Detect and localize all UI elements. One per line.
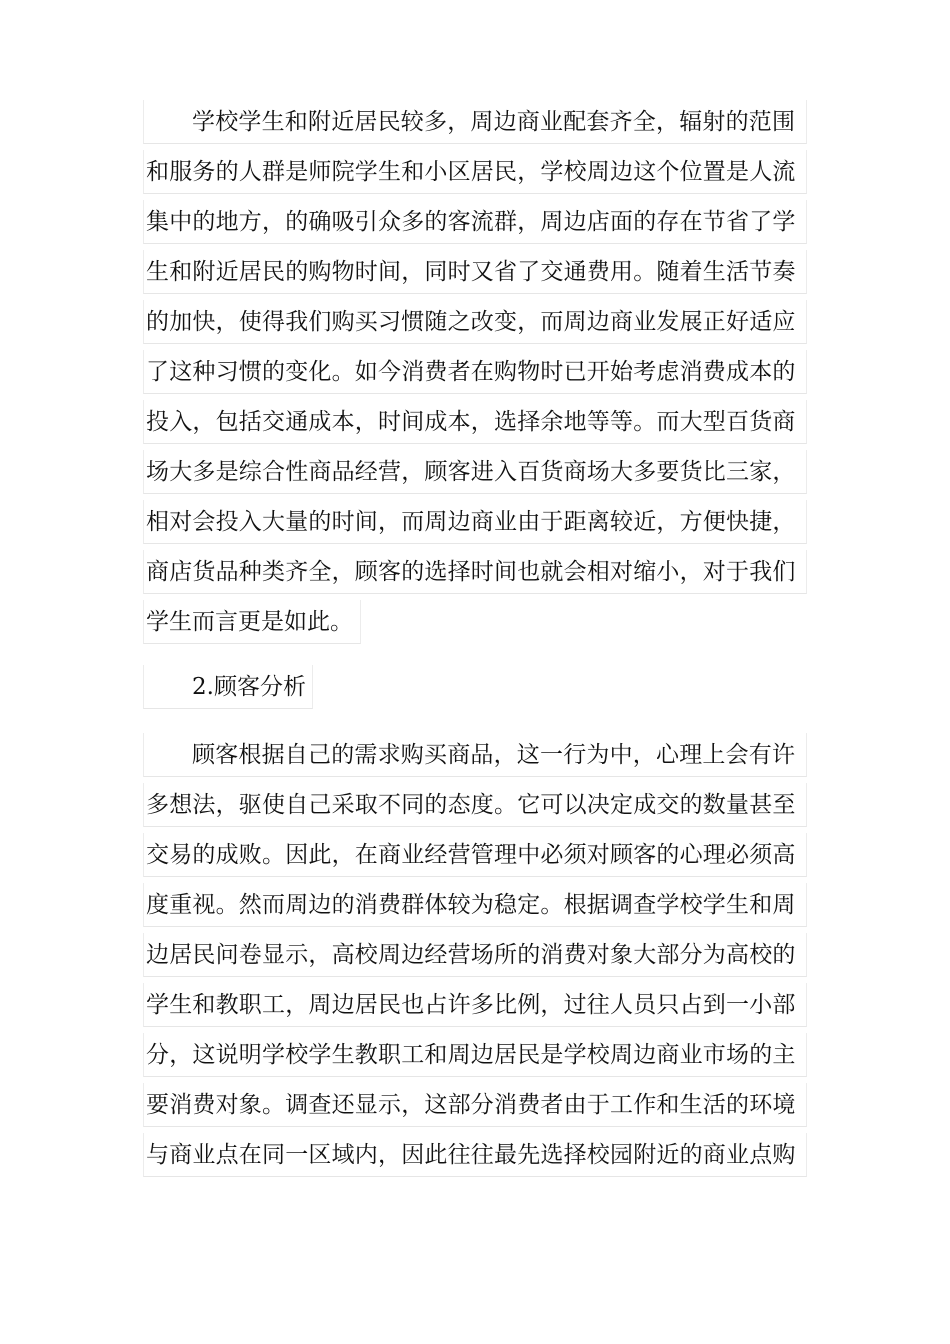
paragraph-1-line-7: 投入，包括交通成本，时间成本，选择余地等等。而大型百货商 [143,400,807,444]
paragraph-1-line-5: 的加快，使得我们购买习惯随之改变，而周边商业发展正好适应 [143,300,807,344]
paragraph-1-line-6: 了这种习惯的变化。如今消费者在购物时已开始考虑消费成本的 [143,350,807,394]
paragraph-2-line-5: 边居民问卷显示，高校周边经营场所的消费对象大部分为高校的 [143,933,807,977]
paragraph-1-line-11: 学生而言更是如此。 [143,600,361,644]
paragraph-1-line-2: 和服务的人群是师院学生和小区居民，学校周边这个位置是人流 [143,150,807,194]
paragraph-1-line-1: 学校学生和附近居民较多，周边商业配套齐全，辐射的范围 [143,100,807,144]
paragraph-2-line-1: 顾客根据自己的需求购买商品，这一行为中，心理上会有许 [143,733,807,777]
paragraph-2-line-6: 学生和教职工，周边居民也占许多比例，过往人员只占到一小部 [143,983,807,1027]
paragraph-2-line-8: 要消费对象。调查还显示，这部分消费者由于工作和生活的环境 [143,1083,807,1127]
paragraph-2-line-7: 分，这说明学校学生教职工和周边居民是学校周边商业市场的主 [143,1033,807,1077]
paragraph-1-line-10: 商店货品种类齐全，顾客的选择时间也就会相对缩小，对于我们 [143,550,807,594]
paragraph-1-line-9: 相对会投入大量的时间，而周边商业由于距离较近，方便快捷， [143,500,807,544]
paragraph-2-line-9: 与商业点在同一区域内，因此往往最先选择校园附近的商业点购 [143,1133,807,1177]
paragraph-1-line-4: 生和附近居民的购物时间，同时又省了交通费用。随着生活节奏 [143,250,807,294]
paragraph-2-line-3: 交易的成败。因此，在商业经营管理中必须对顾客的心理必须高 [143,833,807,877]
paragraph-1-line-3: 集中的地方，的确吸引众多的客流群，周边店面的存在节省了学 [143,200,807,244]
paragraph-1-line-8: 场大多是综合性商品经营，顾客进入百货商场大多要货比三家， [143,450,807,494]
paragraph-2-line-4: 度重视。然而周边的消费群体较为稳定。根据调查学校学生和周 [143,883,807,927]
paragraph-2-line-2: 多想法，驱使自己采取不同的态度。它可以决定成交的数量甚至 [143,783,807,827]
section-heading: 2.顾客分析 [143,665,313,709]
